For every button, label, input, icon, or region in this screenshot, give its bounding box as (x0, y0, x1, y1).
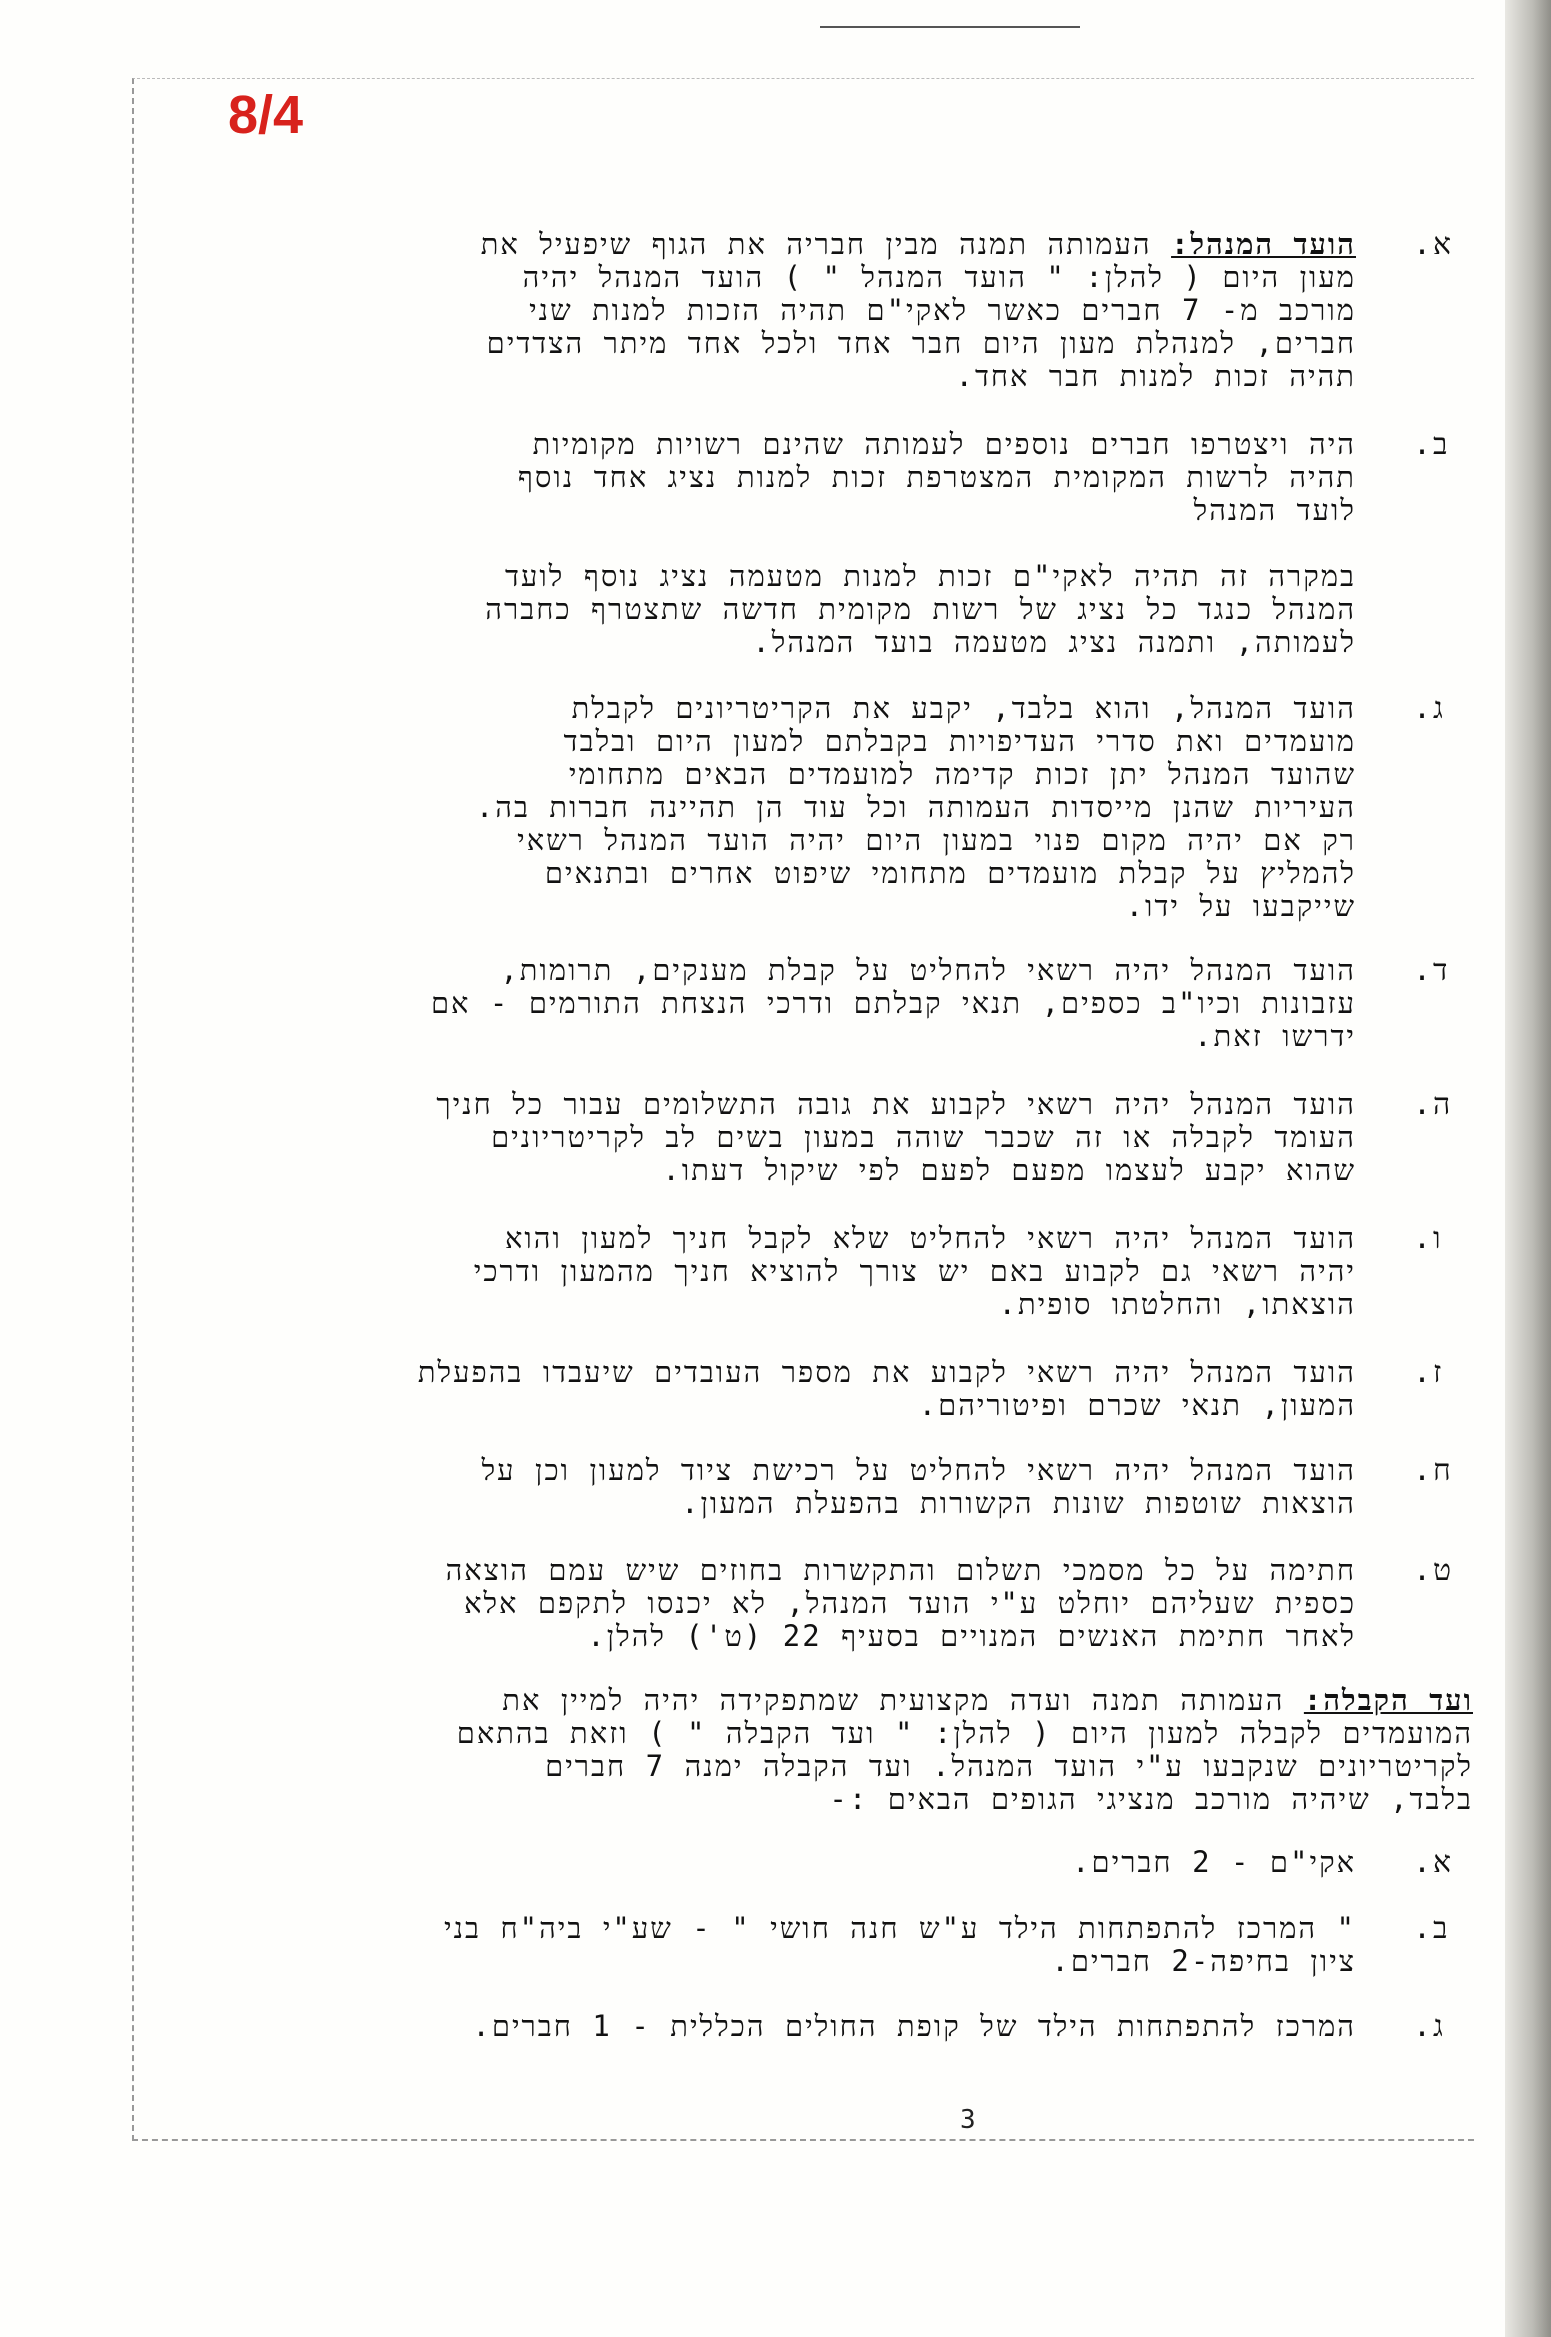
item-line: לאחר חתימת האנשים המנויים בסעיף 22 (ט') להלן. (587, 1619, 1356, 1653)
item-line: הועד המנהל: העמותה תמנה מבין חבריה את הגוף שיפעיל את (480, 227, 1356, 261)
item-line: הוצאתו, והחלטתו סופית. (998, 1287, 1356, 1321)
page-number: 3 (960, 2105, 976, 2135)
item-line: הועד המנהל יהיה רשאי לקבוע את מספר העובדים שיעבדו בהפעלת (417, 1355, 1356, 1389)
committee-line: המועמדים לקבלה למעון היום ( להלן: " ועד הקבלה " ) וזאת בהתאם (456, 1716, 1473, 1750)
top-rule (820, 26, 1080, 28)
item-line: מורכב מ- 7 חברים כאשר לאקי"ם תהיה הזכות למנות שני (529, 293, 1356, 327)
acceptance-committee (223, 1684, 1473, 1816)
item-line: העומד לקבלה או זה שכבר שוהה במעון בשים לב לקריטריונים (491, 1120, 1356, 1154)
item-marker: ז. (1413, 1355, 1444, 1390)
item-line: הועד המנהל יהיה רשאי להחליט על קבלת מענקים, תרומות, (500, 953, 1356, 987)
item-line: חתימה על כל מסמכי תשלום והתקשרות בחוזים שיש עמם הוצאה (445, 1553, 1356, 1587)
item-marker: ה. (1413, 1087, 1453, 1122)
item-line: " המרכז להתפתחות הילד ע"ש חנה חושי " - שע"י ביה"ח בני (444, 1911, 1356, 1945)
item-line: תהיה זכות למנות חבר אחד. (955, 359, 1356, 393)
item-line: הוצאות שוטפות שונות הקשורות בהפעלת המעון. (681, 1486, 1356, 1520)
item-marker: א. (1413, 1845, 1454, 1880)
item-marker: א. (1413, 227, 1454, 262)
item-line: כספית שעליהם יוחלט ע"י הועד המנהל, לא יכנסו לתקפם אלא (464, 1586, 1356, 1620)
item-line: חברים, למנהלת מעון היום חבר אחד ולכל אחד מיתר הצדדים (486, 326, 1356, 360)
item-line: הועד המנהל יהיה רשאי לקבוע את גובה התשלומים עבור כל חניך (436, 1087, 1356, 1121)
item-heading: הועד המנהל: (1171, 227, 1356, 261)
item-line: לועד המנהל (1193, 493, 1356, 527)
committee-line: ועד הקבלה: העמותה תמנה ועדה מקצועית שמתפקידה יהיה למיין את (502, 1683, 1473, 1717)
item-marker: ח. (1413, 1453, 1453, 1488)
item-marker: ו. (1413, 1221, 1443, 1256)
item-line: שהוא יקבע לעצמו מפעם לפעם לפי שיקול דעתו. (662, 1153, 1356, 1187)
item-marker: ג. (1413, 2009, 1445, 2044)
item-line: היה ויצטרפו חברים נוספים לעמותה שהינם רשויות מקומיות (532, 427, 1356, 461)
item-line: אקי"ם - 2 חברים. (1072, 1845, 1356, 1879)
committee-heading: ועד הקבלה: (1303, 1683, 1473, 1717)
item-line: במקרה זה תהיה לאקי"ם זכות למנות מטעמה נציג נוסף לועד (505, 559, 1356, 593)
item-line: מעון היום ( להלן: " הועד המנהל " ) הועד המנהל יהיה (522, 260, 1356, 294)
page-stamp: 8/4 (228, 85, 304, 145)
item-line: יהיה רשאי גם לקבוע באם יש צורך להוציא חניך מהמעון ודרכי (473, 1254, 1356, 1288)
item-marker: ג. (1413, 691, 1445, 726)
item-marker: ד. (1413, 953, 1450, 988)
item-line: ציון בחיפה-2 חברים. (1051, 1944, 1356, 1978)
item-line: המנהל כנגד כל נציג של רשות מקומית חדשה שתצטרף כחברה (485, 592, 1356, 626)
committee-line: לקריטריונים שנקבעו ע"י הועד המנהל. ועד הקבלה ימנה 7 חברים (545, 1749, 1473, 1783)
item-line: מועמדים ואת סדרי העדיפויות בקבלתם למעון היום ובלבד (563, 724, 1356, 758)
item-line: המרכז להתפתחות הילד של קופת החולים הכללית - 1 חברים. (472, 2009, 1356, 2043)
item-line: הועד המנהל יהיה רשאי להחליט על רכישת ציוד למעון וכן על (481, 1453, 1356, 1487)
item-marker: ב. (1413, 427, 1450, 462)
item-marker: ב. (1413, 1911, 1450, 1946)
item-line: להמליץ על קבלת מועמדים מתחומי שיפוט אחרים ובתנאים (544, 856, 1356, 890)
item-marker: ט. (1413, 1553, 1454, 1588)
committee-line: בלבד, שיהיה מורכב מנציגי הגופים הבאים :- (829, 1782, 1473, 1816)
item-line: העיריות שהנן מייסדות העמותה וכל עוד הן תהיינה חברות בה. (475, 790, 1356, 824)
item-line: המעון, תנאי שכרם ופיטוריהם. (918, 1388, 1356, 1422)
item-line: שהועד המנהל יתן זכות קדימה למועמדים הבאים מתחומי (568, 757, 1356, 791)
item-line: ידרשו זאת. (1194, 1019, 1356, 1053)
item-line: עזבונות וכיו"ב כספים, תנאי קבלתם ודרכי הנצחת התורמים - אם (430, 986, 1356, 1020)
item-line: הועד המנהל, והוא בלבד, יקבע את הקריטריונים לקבלת (571, 691, 1356, 725)
page-edge-shadow (1505, 0, 1551, 2337)
item-line: תהיה לרשות המקומית המצטרפת זכות למנות נציג אחד נוסף (517, 460, 1356, 494)
item-line: לעמותה, ותמנה נציג מטעמה בועד המנהל. (752, 625, 1356, 659)
item-line: הועד המנהל יהיה רשאי להחליט שלא לקבל חניך למעון והוא (504, 1221, 1356, 1255)
item-line: רק אם יהיה מקום פנוי במעון היום יהיה הועד המנהל רשאי (517, 823, 1356, 857)
item-line: שייקבעו על ידו. (1125, 889, 1356, 923)
